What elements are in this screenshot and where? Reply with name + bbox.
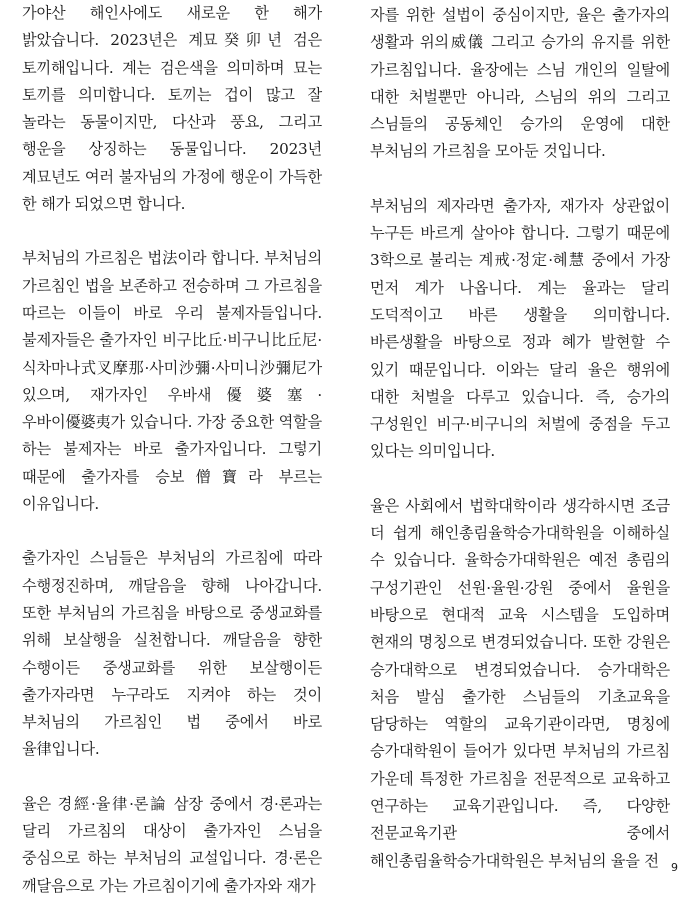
paragraph: 부처님의 제자라면 출가자, 재가자 상관없이 누구든 바르게 살아야 합니다. 그렇기 때문에 3학으로 불리는 계戒·정定·혜慧 중에서 가장 먼저 계가 나옵니다. 계는 율과는 달리 도덕적이고 바른 생활을 의미합니다. 바른생활을 바탕으로 정과 혜가 발현할 수 있기 때문입니다. 이와는 달리 율은 행위에 대한 처벌을 다루고 있습니다. 즉, 승가의 구성원인 비구·비구니의 처벌에 중점을 두고 있다는 의미입니다.: [370, 196, 670, 461]
paragraph: 부처님의 가르침은 법法이라 합니다. 부처님의 가르침인 법을 보존하고 전승하며 그 가르침을 따르는 이들이 바로 우리 불제자들입니다. 불제자들은 출가자인 비구比丘·비구니比丘尼·식차마나式叉摩那·사미沙彌·사미니沙彌尼가 있으며, 재가자인 우바새優婆塞·우바이優婆夷가 있습니다. 가장 중요한 역할을 하는 불제자는 바로 출가자입니다. 그렇기 때문에 출가자를 승보僧寶라 부르는 이유입니다.: [22, 249, 322, 514]
left-column: [22, 0, 322, 900]
right-column: [370, 0, 670, 875]
paragraph: 출가자인 스님들은 부처님의 가르침에 따라 수행정진하며, 깨달음을 향해 나아갑니다. 또한 부처님의 가르침을 바탕으로 중생교화를 위해 보살행을 실천합니다. 깨달음을 향한 수행이든 중생교화를 위한 보살행이든 출가자라면 누구라도 지켜야 하는 것이 부처님의 가르침인 법 중에서 바로 율律입니다.: [22, 549, 322, 759]
paragraph: 율은 경經·율律·론論 삼장 중에서 경·론과는 달리 가르침의 대상이 출가자인 스님을 중심으로 하는 부처님의 교설입니다. 경·론은 깨달음으로 가는 가르침이기에 출가자와 재가: [22, 794, 322, 895]
paragraph: 자를 위한 설법이 중심이지만, 율은 출가자의 생활과 위의威儀 그리고 승가의 유지를 위한 가르침입니다. 율장에는 스님 개인의 일탈에 대한 처벌뿐만 아니라, 스님의 위의 그리고 스님들의 공동체인 승가의 운영에 대한 부처님의 가르침을 모아둔 것입니다.: [370, 6, 670, 161]
paragraph: 가야산 해인사에도 새로운 한 해가 밝았습니다. 2023년은 계묘癸卯년 검은 토끼해입니다. 계는 검은색을 의미하며 묘는 토끼를 의미합니다. 토끼는 겁이 많고 잘 놀라는 동물이지만, 다산과 풍요, 그리고 행운을 상징하는 동물입니다. 2023년 계묘년도 여러 불자님의 가정에 행운이 가득한 한 해가 되었으면 합니다.: [22, 4, 322, 214]
page-number: 9: [671, 861, 678, 874]
paragraph: 율은 사회에서 법학대학이라 생각하시면 조금 더 쉽게 해인총림율학승가대학원을 이해하실 수 있습니다. 율학승가대학원은 예전 총림의 구성기관인 선원·율원·강원 중에서 율원을 바탕으로 현대적 교육 시스템을 도입하며 현재의 명칭으로 변경되었습니다. 또한 강원은 승가대학으로 변경되었습니다. 승가대학은 처음 발심 출가한 스님들의 기초교육을 담당하는 역할의 교육기관이라면, 명칭에 승가대학원이 들어가 있다면 부처님의 가르침 가운데 특정한 가르침을 전문적으로 교육하고 연구하는 교육기관입니다. 즉, 다양한 전문교육기관 중에서 해인총림율학승가대학원은 부처님의 율을 전: [370, 496, 670, 870]
